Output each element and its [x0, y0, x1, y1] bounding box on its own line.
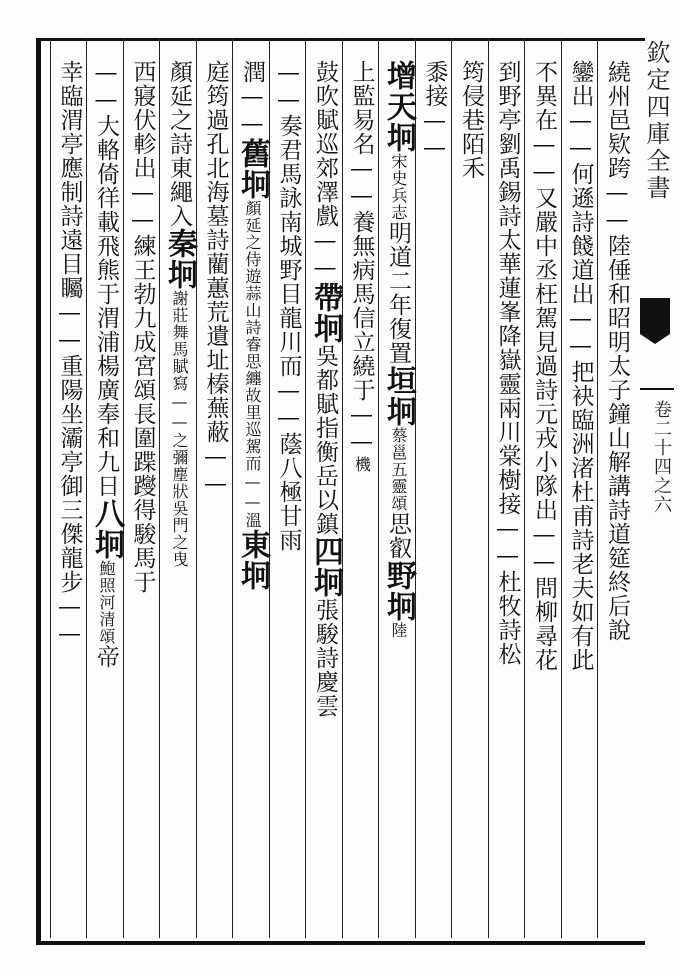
column-text: ——奏君馬詠南城 [275, 60, 302, 258]
column-text: 潤—— [239, 60, 265, 138]
column-text: 明道二年復置 [385, 221, 411, 365]
column-text: 機 [352, 456, 372, 473]
column-text: 繞州邑欵跨 [604, 60, 630, 180]
entry-heading: 野坰 [381, 560, 416, 622]
column-text: 不異在——又嚴中丞枉駕見過詩元戎小隊出——問柳尋花 [531, 60, 557, 672]
text-column [562, 60, 600, 672]
column-text: 鮑照河清頌 [97, 560, 116, 645]
text-column [87, 60, 125, 669]
column-text: 到野亭劉禹錫詩太華蓮峯降嶽靈兩川棠樹接——杜牧詩松 [494, 60, 521, 666]
column-text: 陸 [389, 622, 408, 639]
text-column [343, 60, 381, 473]
column-text: 宋史兵志 [389, 153, 408, 221]
entry-heading: 四坰 [308, 536, 343, 598]
entry-heading: 舊坰 [235, 138, 270, 200]
column-text: 蔡邕五靈頌 [389, 427, 408, 512]
column-text: 謝莊舞馬賦寫——之彌塵狀吳門之曳 [170, 290, 189, 568]
entry-heading: 垣坰 [381, 365, 416, 427]
column-text: 蔭八極甘雨 [275, 432, 302, 552]
column-text: 顏延之侍遊蒜山詩睿思纏故里巡駕而—— [243, 200, 262, 512]
text-column [306, 60, 344, 718]
text-column [452, 60, 490, 180]
column-text: 筠侵巷陌禾 [458, 60, 484, 180]
column-text: 幸臨渭亭應制詩遠目矚——重陽坐灞亭 [56, 60, 83, 474]
fish-tail-mark [640, 298, 670, 334]
column-text: 庭筠過孔北海墓詩藺蕙荒遺址榛蕪蔽—— [202, 60, 229, 498]
entry-heading: 秦坰 [162, 228, 197, 290]
column-text: 溫 [243, 512, 262, 529]
column-text: 練王勃九成宮頌長圍蹀躞得駿馬于 [129, 234, 156, 594]
column-text: 吳都賦指衡岳以鎮 [312, 344, 338, 536]
entry-heading: 帶坰 [308, 282, 343, 344]
column-text: ——陸倕和昭明太子鐘山解講詩道筵終后說 [604, 180, 630, 642]
text-column [160, 60, 198, 568]
column-text: 顏延之詩東繩入 [166, 60, 192, 228]
column-text: 黍接—— [421, 60, 448, 162]
column-text: 思叡 [385, 512, 411, 560]
volume-label: 卷二十四之六 [651, 400, 672, 514]
text-column [270, 60, 308, 552]
text-column [197, 60, 235, 498]
column-text: 御三傑龍步—— [56, 474, 83, 648]
column-text: 西寢伏軫出—— [129, 60, 156, 234]
book-title: 欽定四庫全書 [642, 40, 670, 202]
entry-heading: 東坰 [235, 529, 270, 591]
text-column [233, 60, 271, 591]
column-text: 張駿詩慶雲 [312, 598, 338, 718]
text-column [379, 60, 417, 639]
text-column [51, 60, 89, 648]
band-divider [640, 388, 674, 390]
column-text: 鑾出——何遜詩餞道出——把袂臨洲渚杜甫詩老夫如有此 [567, 60, 594, 672]
column-text: 信立繞于—— [348, 306, 375, 456]
text-column [124, 60, 162, 594]
text-column [489, 60, 527, 666]
text-column [416, 60, 454, 162]
entry-heading: 增天坰 [381, 60, 416, 153]
column-text: 鼓吹賦巡郊澤戲—— [312, 60, 338, 282]
column-rule [50, 38, 51, 938]
column-text: ——大輅倚徉載飛熊于渭浦楊廣奉和九日 [93, 60, 119, 498]
column-text: 野目龍川而—— [275, 258, 302, 432]
text-column [525, 60, 563, 672]
column-rule [451, 38, 452, 938]
column-text: 帝 [93, 645, 119, 669]
column-text: 上監易名——養無病馬 [348, 60, 375, 306]
entry-heading: 八坰 [89, 498, 124, 560]
text-column [598, 60, 636, 642]
